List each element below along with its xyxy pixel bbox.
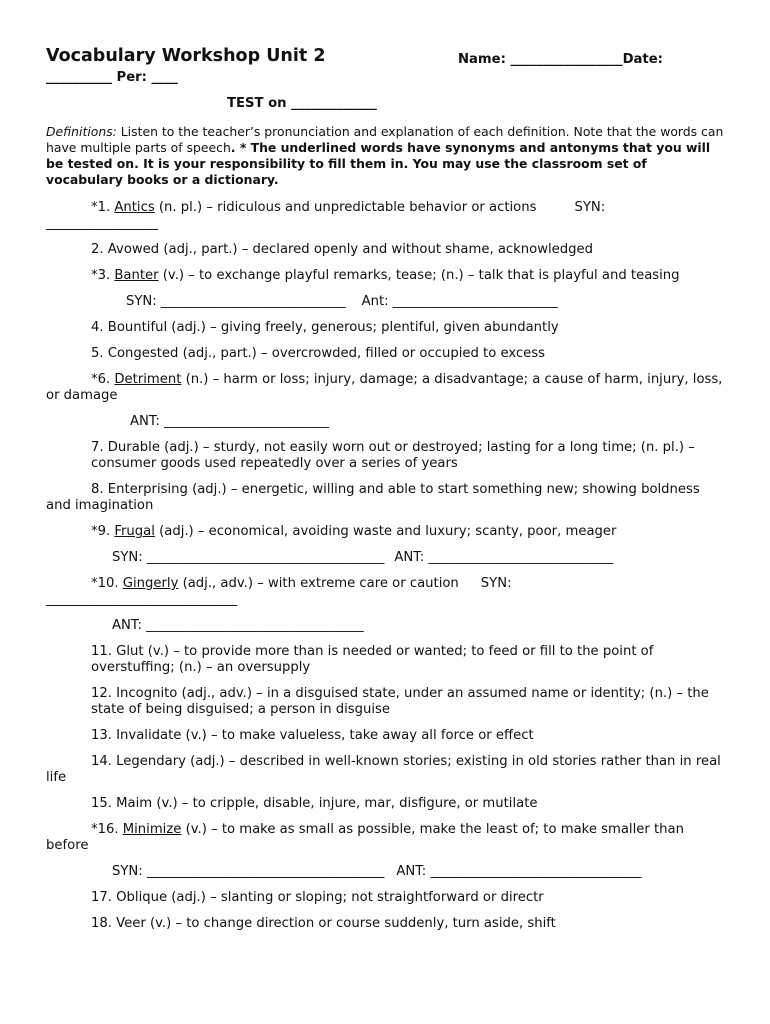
- list-item: 12. Incognito (adj., adv.) – in a disguised state, under an assumed name or identity; (n.) – the state of being disguised; a person in disguise: [91, 686, 709, 717]
- list-item: 18. Veer (v.) – to change direction or course suddenly, turn aside, shift: [91, 916, 556, 931]
- list-item: 2. Avowed (adj., part.) – declared openly and without shame, acknowledged: [91, 242, 594, 257]
- item-number: *6.: [91, 372, 115, 387]
- syn-blank: SYN: ____________________________________: [112, 864, 385, 879]
- syn-blank: SYN: ____________________________: [126, 294, 346, 309]
- list-item: 4. Bountiful (adj.) – giving freely, generous; plentiful, given abundantly: [91, 320, 559, 335]
- item-number: *3.: [91, 268, 115, 283]
- list-item: 13. Invalidate (v.) – to make valueless, take away all force or effect: [91, 728, 534, 743]
- list-item: [46, 576, 724, 608]
- definition-text: (n.) – harm or loss; injury, damage; a disadvantage; a cause of harm, injury, loss, or damage: [46, 372, 723, 403]
- period-field: __________ Per: ____: [46, 70, 178, 85]
- ant-blank: ANT: _________________________: [130, 414, 329, 429]
- instructions-text: Listen to the teacher’s pronunciation and explanation of each definition. Note that the words can have multiple parts of speech: [46, 124, 724, 155]
- list-item: 15. Maim (v.) – to cripple, disable, injure, mar, disfigure, or mutilate: [91, 796, 538, 811]
- list-item: 8. Enterprising (adj.) – energetic, willing and able to start something new; showing boldness and imagination: [46, 482, 700, 513]
- syn-label: SYN:: [480, 576, 512, 591]
- list-item: 11. Glut (v.) – to provide more than is needed or wanted; to feed or fill to the point of overstuffing; (n.) – an oversupply: [91, 644, 654, 675]
- vocab-word: Banter: [114, 268, 159, 283]
- vocab-word: Antics: [114, 200, 155, 215]
- list-item: 14. Legendary (adj.) – described in well-known stories; existing in old stories rather than in real life: [46, 754, 721, 785]
- vocab-word: Gingerly: [122, 576, 179, 591]
- ant-blank: ANT: ________________________________: [396, 864, 642, 879]
- header-line: [46, 46, 724, 68]
- item-number: *16.: [91, 822, 123, 837]
- instructions-label: Definitions:: [46, 124, 117, 139]
- syn-ant-line: [46, 864, 724, 880]
- definition-text: (n. pl.) – ridiculous and unpredictable behavior or actions: [154, 200, 537, 215]
- syn-blank: SYN: ____________________________________: [112, 550, 385, 565]
- definition-text: (v.) – to make as small as possible, make the least of; to make smaller than before: [46, 822, 684, 853]
- syn-label: SYN:: [574, 200, 606, 215]
- test-date-field: TEST on _____________: [227, 96, 377, 111]
- instructions-bold: . * The underlined words have synonyms and antonyms that you will be tested on. It is your responsibility to fill them in. You may use the classroom set of vocabulary books or a dictionary.: [46, 140, 711, 187]
- syn-ant-line: [46, 294, 724, 310]
- vocab-word: Frugal: [114, 524, 155, 539]
- syn-blank: _____________________________: [46, 592, 238, 607]
- definition-text: (adj., adv.) – with extreme care or caution: [178, 576, 459, 591]
- list-item: [46, 200, 724, 232]
- list-item: [46, 268, 724, 284]
- vocab-word: Minimize: [122, 822, 182, 837]
- item-number: *1.: [91, 200, 115, 215]
- vocab-word: Detriment: [114, 372, 182, 387]
- name-date-field: Name: _________________Date:: [458, 52, 663, 67]
- syn-ant-line: [46, 550, 724, 566]
- list-item: 7. Durable (adj.) – sturdy, not easily worn out or destroyed; lasting for a long time; (n. pl.) – consumer goods used repeatedly over a series of years: [91, 440, 695, 471]
- definition-text: (adj.) – economical, avoiding waste and luxury; scanty, poor, meager: [154, 524, 617, 539]
- syn-blank: _________________: [46, 216, 159, 231]
- page-title: Vocabulary Workshop Unit 2: [46, 46, 326, 66]
- list-item: [46, 524, 724, 540]
- list-item: 5. Congested (adj., part.) – overcrowded, filled or occupied to excess: [91, 346, 546, 361]
- instructions: [46, 124, 724, 188]
- item-number: *9.: [91, 524, 115, 539]
- ant-blank: ANT: ____________________________: [394, 550, 614, 565]
- ant-blank: ANT: _________________________________: [112, 618, 364, 633]
- ant-blank: Ant: _________________________: [361, 294, 558, 309]
- list-item: [46, 372, 724, 404]
- list-item: [46, 822, 724, 854]
- list-item: 17. Oblique (adj.) – slanting or sloping; not straightforward or directr: [91, 890, 544, 905]
- item-number: *10.: [91, 576, 123, 591]
- definition-text: (v.) – to exchange playful remarks, tease; (n.) – talk that is playful and teasing: [158, 268, 680, 283]
